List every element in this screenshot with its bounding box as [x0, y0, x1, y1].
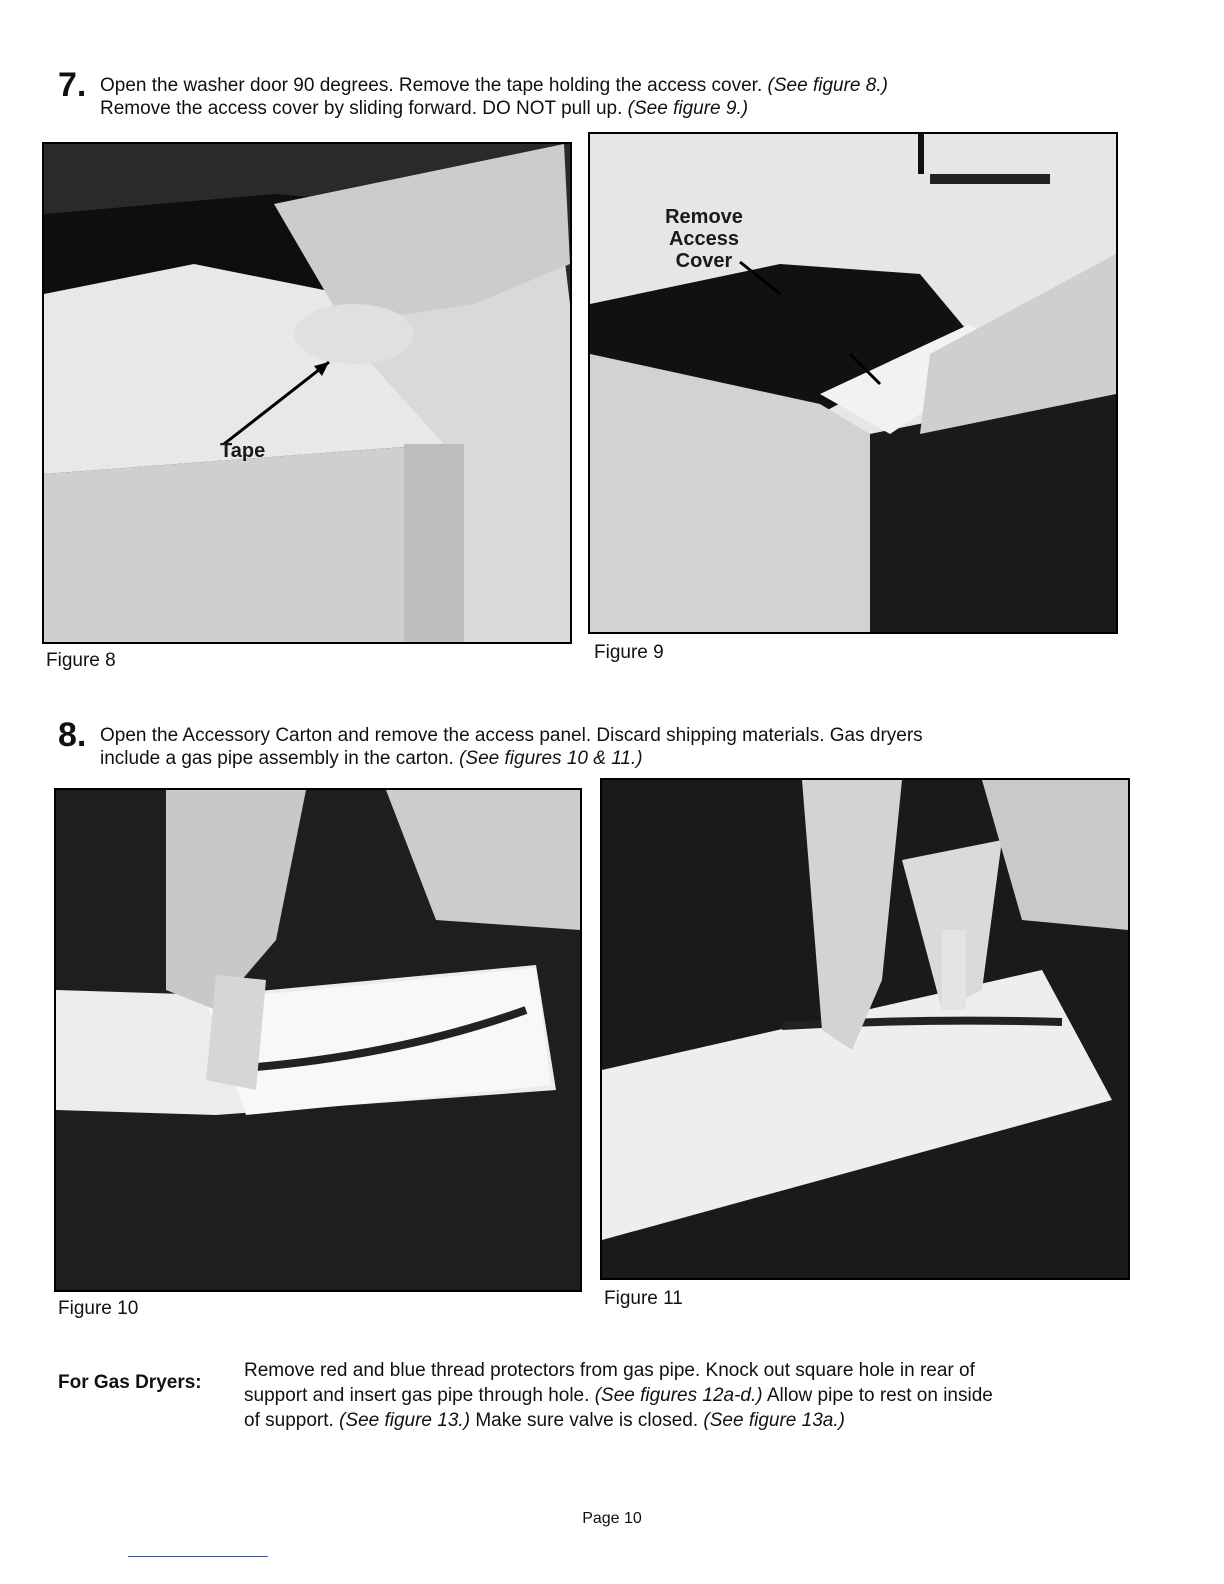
- tape-label: Tape: [220, 440, 266, 462]
- page-number: Page 10: [582, 1510, 642, 1527]
- gas-dryers-text: Remove red and blue thread protectors from gas pipe. Knock out square hole in rear of support and insert gas pipe through hole. (See figures 12a-d.) Allow pipe to rest on inside of support. (See figure 13.) Make sure valve is closed. (See figure 13a.): [244, 1360, 993, 1431]
- figure-10-caption: Figure 10: [58, 1298, 139, 1319]
- footer-divider: [128, 1556, 268, 1557]
- figure-8-photo: [42, 142, 572, 644]
- step-8-number: 8.: [58, 716, 87, 754]
- washer-top-photo: [44, 144, 570, 642]
- gas-dryers-label: For Gas Dryers:: [58, 1372, 202, 1393]
- figure-9-caption: Figure 9: [594, 642, 664, 663]
- step-8: [58, 716, 1118, 770]
- figure-11-photo: [600, 778, 1130, 1280]
- step-7-number: 7.: [58, 66, 87, 104]
- figure-10-photo: [54, 788, 582, 1292]
- remove-access-cover-label: Remove Access Cover: [665, 206, 743, 272]
- step-8-text: Open the Accessory Carton and remove the access panel. Discard shipping materials. Gas dryers include a gas pipe assembly in the carton. (See figures 10 & 11.): [100, 725, 923, 769]
- step-7-text: Open the washer door 90 degrees. Remove the tape holding the access cover. (See figure 8.) Remove the access cover by sliding forward. DO NOT pull up. (See figure 9.): [100, 75, 888, 119]
- gas-pipe-photo: [602, 780, 1128, 1278]
- gas-dryers-section: [58, 1358, 1138, 1433]
- figure-11-caption: Figure 11: [604, 1288, 683, 1309]
- figure-8-caption: Figure 8: [46, 650, 116, 671]
- figure-9-photo: [588, 132, 1118, 634]
- step-7: [58, 66, 1118, 120]
- access-panel-photo: [56, 790, 580, 1290]
